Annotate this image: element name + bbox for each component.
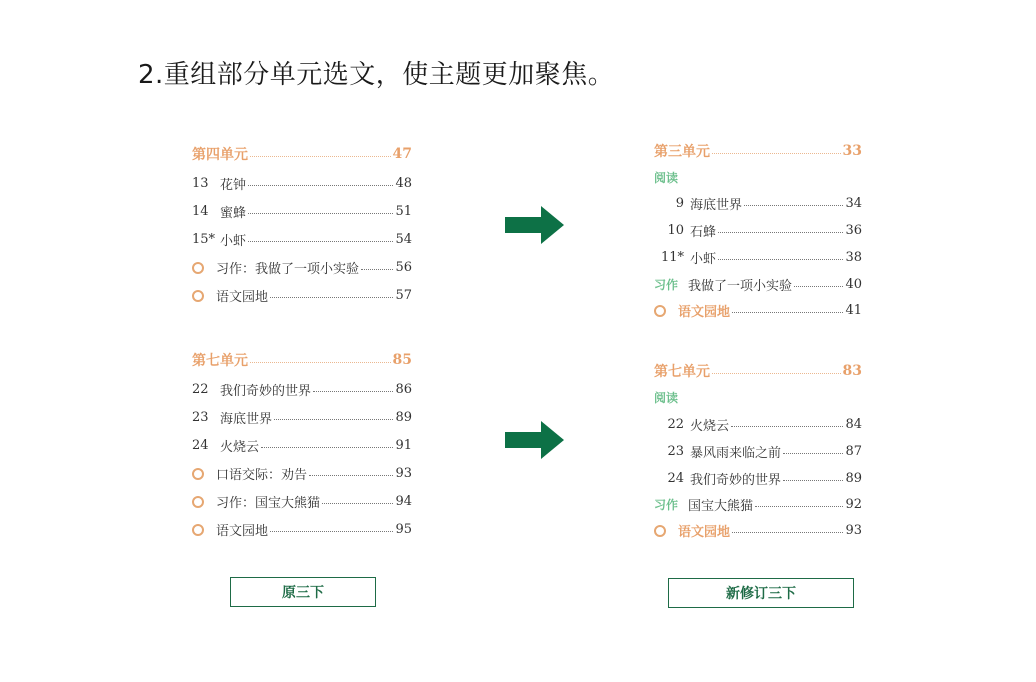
leader-dots xyxy=(732,312,843,313)
lesson-number: 9 xyxy=(675,196,684,211)
page-number: 40 xyxy=(845,277,862,292)
toc-row xyxy=(192,520,412,539)
lesson-number: 23 xyxy=(667,444,684,459)
toc-row xyxy=(654,442,862,461)
lesson-number: 10 xyxy=(667,223,684,238)
page-number: 89 xyxy=(845,471,862,486)
writing-label: 习作 xyxy=(654,498,679,512)
revised-edition-label: 新修订三下 xyxy=(668,578,854,608)
item-title: 我做了一项小实验 xyxy=(688,279,793,294)
slide-title: 2.重组部分单元选文，使主题更加聚焦。 xyxy=(138,60,615,90)
leader-dots xyxy=(261,447,393,448)
page-number: 34 xyxy=(845,196,862,211)
lesson-number: 15* xyxy=(192,232,216,247)
page-number: 38 xyxy=(845,250,862,265)
leader-dots xyxy=(270,531,393,532)
circle-bullet-icon xyxy=(654,525,666,537)
lesson-title: 我们奇妙的世界 xyxy=(220,384,312,399)
leader-dots xyxy=(718,232,843,233)
lesson-title: 我们奇妙的世界 xyxy=(690,473,782,488)
section-label: 阅读 xyxy=(654,171,679,185)
original-edition-label: 原三下 xyxy=(230,577,376,607)
page-number: 56 xyxy=(395,260,412,275)
page-number: 48 xyxy=(395,176,412,191)
toc-row xyxy=(192,464,412,483)
unit-heading xyxy=(654,141,862,161)
leader-dots xyxy=(250,362,391,363)
toc-row xyxy=(654,194,862,213)
toc-row xyxy=(192,380,412,399)
toc-row xyxy=(654,248,862,267)
page-number: 83 xyxy=(842,363,862,379)
toc-row xyxy=(192,436,412,455)
lesson-number: 24 xyxy=(192,438,209,453)
leader-dots xyxy=(248,185,393,186)
toc-row xyxy=(654,469,862,488)
leader-dots xyxy=(274,419,393,420)
circle-bullet-icon xyxy=(192,496,204,508)
leader-dots xyxy=(783,453,843,454)
page-number: 93 xyxy=(845,523,862,538)
circle-bullet-icon xyxy=(654,305,666,317)
lesson-title: 小虾 xyxy=(220,234,247,249)
page-number: 86 xyxy=(395,382,412,397)
leader-dots xyxy=(250,156,391,157)
item-title: 语文园地 xyxy=(216,290,269,305)
original-unit4-toc xyxy=(192,144,412,314)
lesson-title: 蜜蜂 xyxy=(220,206,247,221)
unit-title: 第七单元 xyxy=(654,364,710,380)
page-number: 41 xyxy=(845,303,862,318)
unit-heading xyxy=(654,361,862,381)
unit-heading xyxy=(192,350,412,370)
toc-row xyxy=(192,286,412,305)
leader-dots xyxy=(744,205,843,206)
item-title: 口语交际：劝告 xyxy=(216,468,308,483)
leader-dots xyxy=(732,532,843,533)
lesson-title: 暴风雨来临之前 xyxy=(690,446,782,461)
toc-row xyxy=(654,221,862,240)
leader-dots xyxy=(248,213,393,214)
lesson-title: 海底世界 xyxy=(220,412,273,427)
item-title: 习作：国宝大熊猫 xyxy=(216,496,321,511)
toc-row xyxy=(192,174,412,193)
right-arrow-icon xyxy=(505,206,565,244)
lesson-number: 24 xyxy=(667,471,684,486)
item-title: 语文园地 xyxy=(678,305,731,320)
toc-row xyxy=(192,202,412,221)
toc-row xyxy=(654,495,862,514)
leader-dots xyxy=(270,297,393,298)
lesson-title: 石蜂 xyxy=(690,225,717,240)
original-unit7-toc xyxy=(192,350,412,540)
item-title: 习作：我做了一项小实验 xyxy=(216,262,360,277)
unit-heading xyxy=(192,144,412,164)
lesson-number: 22 xyxy=(192,382,209,397)
leader-dots xyxy=(248,241,393,242)
page-number: 94 xyxy=(395,494,412,509)
lesson-title: 花钟 xyxy=(220,178,247,193)
circle-bullet-icon xyxy=(192,262,204,274)
leader-dots xyxy=(361,269,393,270)
toc-row xyxy=(192,258,412,277)
leader-dots xyxy=(712,153,841,154)
unit-title: 第三单元 xyxy=(654,144,710,160)
unit-title: 第四单元 xyxy=(192,147,248,163)
leader-dots xyxy=(309,475,393,476)
lesson-number: 11* xyxy=(660,250,684,265)
lesson-number: 22 xyxy=(667,417,684,432)
page-number: 92 xyxy=(845,497,862,512)
item-title: 语文园地 xyxy=(216,524,269,539)
leader-dots xyxy=(712,373,841,374)
circle-bullet-icon xyxy=(192,290,204,302)
page-number: 36 xyxy=(845,223,862,238)
toc-row xyxy=(654,301,862,320)
page-number: 33 xyxy=(842,143,862,159)
page-number: 87 xyxy=(845,444,862,459)
lesson-number: 23 xyxy=(192,410,209,425)
revised-unit3-toc xyxy=(654,141,862,321)
lesson-title: 小虾 xyxy=(690,252,717,267)
leader-dots xyxy=(755,506,843,507)
unit-title: 第七单元 xyxy=(192,353,248,369)
circle-bullet-icon xyxy=(192,468,204,480)
page-number: 85 xyxy=(392,352,412,368)
toc-row xyxy=(654,415,862,434)
leader-dots xyxy=(794,286,843,287)
page-number: 93 xyxy=(395,466,412,481)
lesson-number: 14 xyxy=(192,204,209,219)
lesson-title: 火烧云 xyxy=(690,419,730,434)
lesson-title: 海底世界 xyxy=(690,198,743,213)
item-title: 语文园地 xyxy=(678,525,731,540)
right-arrow-icon xyxy=(505,421,565,459)
page-number: 89 xyxy=(395,410,412,425)
toc-row xyxy=(192,492,412,511)
item-title: 国宝大熊猫 xyxy=(688,499,754,514)
lesson-number: 13 xyxy=(192,176,209,191)
page-number: 84 xyxy=(845,417,862,432)
leader-dots xyxy=(783,480,843,481)
page-number: 47 xyxy=(392,146,412,162)
toc-row xyxy=(192,408,412,427)
leader-dots xyxy=(731,426,843,427)
page-number: 54 xyxy=(395,232,412,247)
toc-row xyxy=(654,521,862,540)
page-number: 57 xyxy=(395,288,412,303)
toc-row xyxy=(192,230,412,249)
circle-bullet-icon xyxy=(192,524,204,536)
page-number: 51 xyxy=(395,204,412,219)
lesson-title: 火烧云 xyxy=(220,440,260,455)
toc-row xyxy=(654,275,862,294)
leader-dots xyxy=(322,503,393,504)
leader-dots xyxy=(718,259,843,260)
writing-label: 习作 xyxy=(654,278,679,292)
leader-dots xyxy=(313,391,393,392)
page-number: 95 xyxy=(395,522,412,537)
revised-unit7-toc xyxy=(654,361,862,541)
section-label: 阅读 xyxy=(654,391,679,405)
page-number: 91 xyxy=(395,438,412,453)
